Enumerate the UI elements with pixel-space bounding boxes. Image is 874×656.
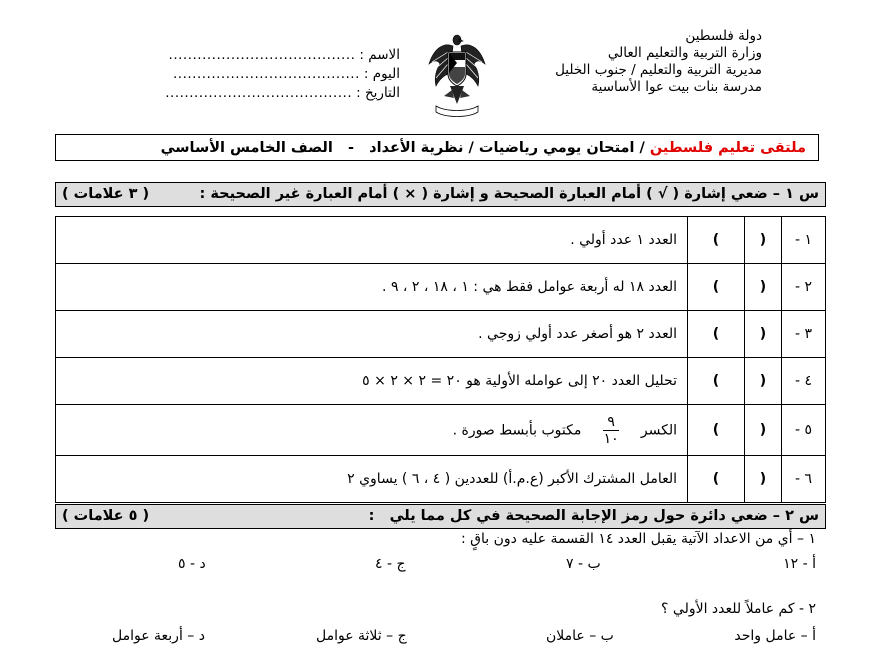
item-number: ٤ - — [782, 358, 826, 405]
statement: تحليل العدد ٢٠ إلى عوامله الأولية هو ٢٠ = ٢ × ٢ × ٥ — [56, 358, 688, 405]
statement-before: الكسر — [640, 422, 677, 438]
answer-box[interactable]: ( — [745, 311, 782, 358]
table-row — [56, 358, 826, 405]
answer-box[interactable]: ( — [745, 217, 782, 264]
table-row — [56, 217, 826, 264]
exam-title: / امتحان يومي رياضيات / نظرية الأعداد - الصف الخامس الأساسي — [160, 140, 650, 156]
question-1-prompt: س ١ – ضعي إشارة ( √ ) أمام العبارة الصحيحة و إشارة ( × ) أمام العبارة غير الصحيحة : — [199, 186, 819, 202]
day-field[interactable]: ....................................... — [173, 66, 360, 82]
true-false-table — [55, 216, 826, 503]
option-d[interactable]: د – أربعة عوامل — [112, 628, 205, 644]
item-number: ٢ - — [782, 264, 826, 311]
option-b[interactable]: ب - ٧ — [566, 556, 601, 572]
name-row — [140, 46, 400, 65]
item-number: ٣ - — [782, 311, 826, 358]
answer-box-close: ) — [688, 264, 745, 311]
answer-box-close: ) — [688, 358, 745, 405]
statement: العامل المشترك الأكبر (ع.م.أ) للعددين ( ٤ ، ٦ ) يساوي ٢ — [56, 456, 688, 503]
fraction-numerator: ٩ — [603, 414, 619, 431]
answer-box-close: ) — [688, 311, 745, 358]
answer-box[interactable]: ( — [745, 456, 782, 503]
header-line-ministry: وزارة التربية والتعليم العالي — [607, 45, 762, 61]
option-d[interactable]: د - ٥ — [178, 556, 206, 572]
header-line-school: مدرسة بنات بيت عوا الأساسية — [591, 79, 762, 95]
fraction — [603, 414, 619, 447]
day-row — [140, 65, 400, 84]
name-field[interactable]: ....................................... — [168, 47, 356, 63]
answer-box[interactable]: ( — [745, 358, 782, 405]
answer-box[interactable]: ( — [745, 405, 782, 456]
name-label: الاسم : — [359, 47, 400, 63]
option-c[interactable]: ج – ثلاثة عوامل — [316, 628, 407, 644]
option-c[interactable]: ج - ٤ — [375, 556, 406, 572]
item-number: ٥ - — [782, 405, 826, 456]
option-b[interactable]: ب – عاملان — [546, 628, 614, 644]
date-field[interactable]: ....................................... — [165, 85, 353, 101]
question-1-header — [55, 182, 826, 207]
header-line-directorate: مديرية التربية والتعليم / جنوب الخليل — [555, 62, 762, 78]
table-row — [56, 405, 826, 456]
statement-after: مكتوب بأبسط صورة . — [452, 422, 582, 438]
table-row — [56, 311, 826, 358]
table-row — [56, 264, 826, 311]
option-a[interactable]: أ – عامل واحد — [734, 628, 816, 644]
day-label: اليوم : — [363, 66, 400, 82]
statement: العدد ٢ هو أصغر عدد أولي زوجي . — [56, 311, 688, 358]
statement: العدد ١٨ له أربعة عوامل فقط هي : ١ ، ١٨ ، ٢ ، ٩ . — [56, 264, 688, 311]
exam-title-bar — [55, 134, 819, 161]
statement — [56, 405, 688, 456]
question-2-item-2: ٢ - كم عاملاً للعدد الأولي ؟ — [661, 601, 816, 617]
answer-box-close: ) — [688, 405, 745, 456]
item-number: ٦ - — [782, 456, 826, 503]
date-row — [140, 84, 400, 103]
table-row — [56, 456, 826, 503]
student-info — [140, 46, 400, 103]
question-2-item-1: ١ – أي من الاعداد الآتية يقبل العدد ١٤ القسمة عليه دون باقٍ : — [460, 531, 816, 547]
question-2-prompt: س ٢ – ضعي دائرة حول رمز الإجابة الصحيحة في كل مما يلي : — [368, 508, 819, 524]
palestine-emblem-icon — [426, 30, 488, 118]
item-number: ١ - — [782, 217, 826, 264]
option-a[interactable]: أ - ١٢ — [783, 556, 816, 572]
date-label: التاريخ : — [356, 85, 400, 101]
exam-source: ملتقى تعليم فلسطين — [649, 140, 806, 156]
school-header — [502, 28, 762, 96]
question-1-marks: ( ٣ علامات ) — [62, 186, 150, 202]
header-line-country: دولة فلسطين — [685, 28, 762, 44]
answer-box-close: ) — [688, 456, 745, 503]
question-2-header — [55, 504, 826, 529]
answer-box[interactable]: ( — [745, 264, 782, 311]
answer-box-close: ) — [688, 217, 745, 264]
question-2-marks: ( ٥ علامات ) — [62, 508, 150, 524]
fraction-denominator: ١٠ — [603, 430, 619, 447]
statement: العدد ١ عدد أولي . — [56, 217, 688, 264]
